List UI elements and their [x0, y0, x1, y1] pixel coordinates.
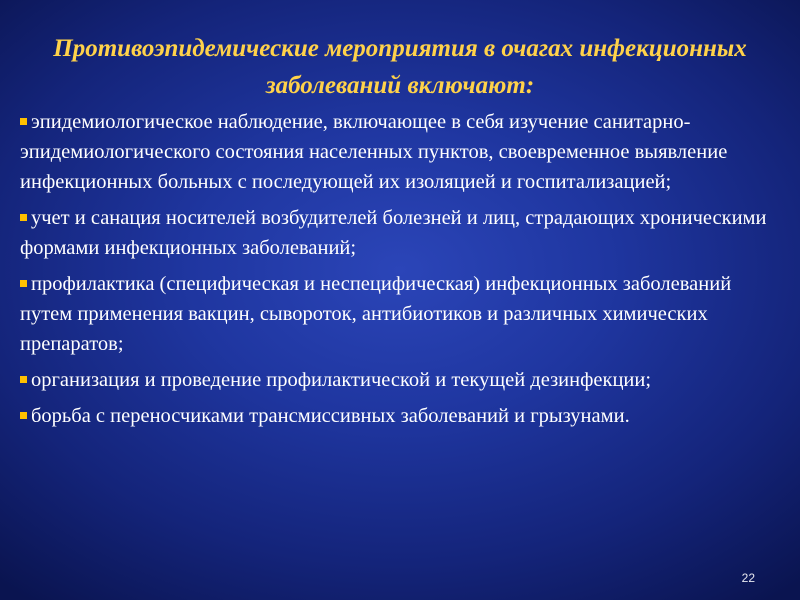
page-number: 22	[741, 571, 755, 585]
list-item-text: профилактика (специфическая и неспецифическая) инфекционных заболеваний путем применения вакцин, сывороток, антибиотиков и различных химических препаратов;	[20, 273, 732, 355]
square-bullet-icon	[20, 280, 27, 287]
list-item	[20, 107, 788, 197]
bullet-list	[20, 107, 788, 437]
square-bullet-icon	[20, 214, 27, 221]
square-bullet-icon	[20, 118, 27, 125]
list-item	[20, 401, 788, 431]
square-bullet-icon	[20, 412, 27, 419]
slide-title: Противоэпидемические мероприятия в очагах инфекционных заболеваний включают:	[53, 35, 747, 99]
list-item-text: борьба с переносчиками трансмиссивных заболеваний и грызунами.	[31, 405, 630, 427]
list-item	[20, 203, 788, 263]
list-item	[20, 269, 788, 359]
list-item-text: учет и санация носителей возбудителей болезней и лиц, страдающих хроническими формами инфекционных заболеваний;	[20, 207, 767, 259]
list-item-text: организация и проведение профилактической и текущей дезинфекции;	[31, 369, 652, 391]
square-bullet-icon	[20, 376, 27, 383]
list-item-text: эпидемиологическое наблюдение, включающее в себя изучение санитарно-эпидемиологического состояния населенных пунктов, своевременное выявление инфекционных больных с последующей их изоляцией и госпитализацией;	[20, 111, 728, 193]
list-item	[20, 365, 788, 395]
